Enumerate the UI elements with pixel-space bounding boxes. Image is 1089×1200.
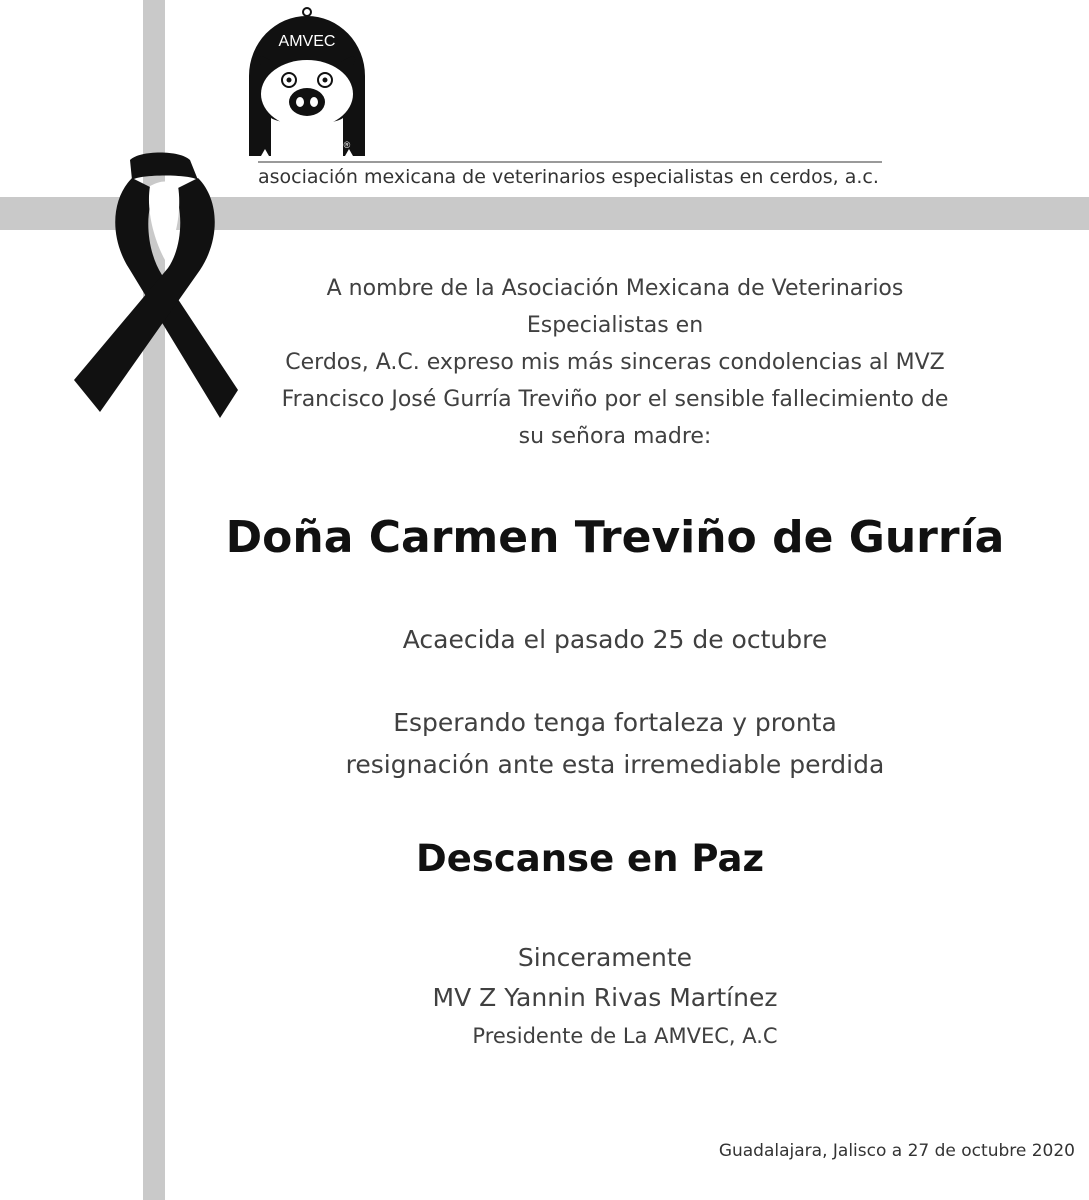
registered-mark: ® <box>343 140 351 150</box>
mourning-ribbon-icon <box>70 150 240 425</box>
rest-in-peace: Descanse en Paz <box>415 837 764 880</box>
wishes-line: resignación ante esta irremediable perdida <box>345 750 885 779</box>
logo-divider <box>258 161 882 163</box>
intro-line: Especialistas en <box>526 313 704 338</box>
amvec-logo <box>243 6 367 158</box>
intro-line: su señora madre: <box>518 424 712 449</box>
closing: Sinceramente <box>517 943 693 972</box>
association-name: asociación mexicana de veterinarios especialistas en cerdos, a.c. <box>258 166 879 188</box>
place-date: Guadalajara, Jalisco a 27 de octubre 2020 <box>718 1141 1075 1161</box>
signer-name: MV Z Yannin Rivas Martínez <box>432 983 778 1012</box>
wishes-paragraph <box>250 702 980 786</box>
wishes-line: Esperando tenga fortaleza y pronta <box>393 708 837 737</box>
date-of-passing: Acaecida el pasado 25 de octubre <box>402 625 828 654</box>
intro-line: Cerdos, A.C. expreso mis más sinceras condolencias al MVZ <box>285 350 945 375</box>
intro-paragraph <box>230 270 1000 455</box>
signer-title: Presidente de La AMVEC, A.C <box>472 1024 778 1048</box>
intro-line: A nombre de la Asociación Mexicana de Veterinarios <box>326 276 904 301</box>
signature-block <box>380 938 830 1054</box>
intro-line: Francisco José Gurría Treviño por el sensible fallecimiento de <box>281 387 949 412</box>
deceased-name: Doña Carmen Treviño de Gurría <box>225 512 1005 563</box>
logo-acronym: AMVEC <box>278 33 336 50</box>
